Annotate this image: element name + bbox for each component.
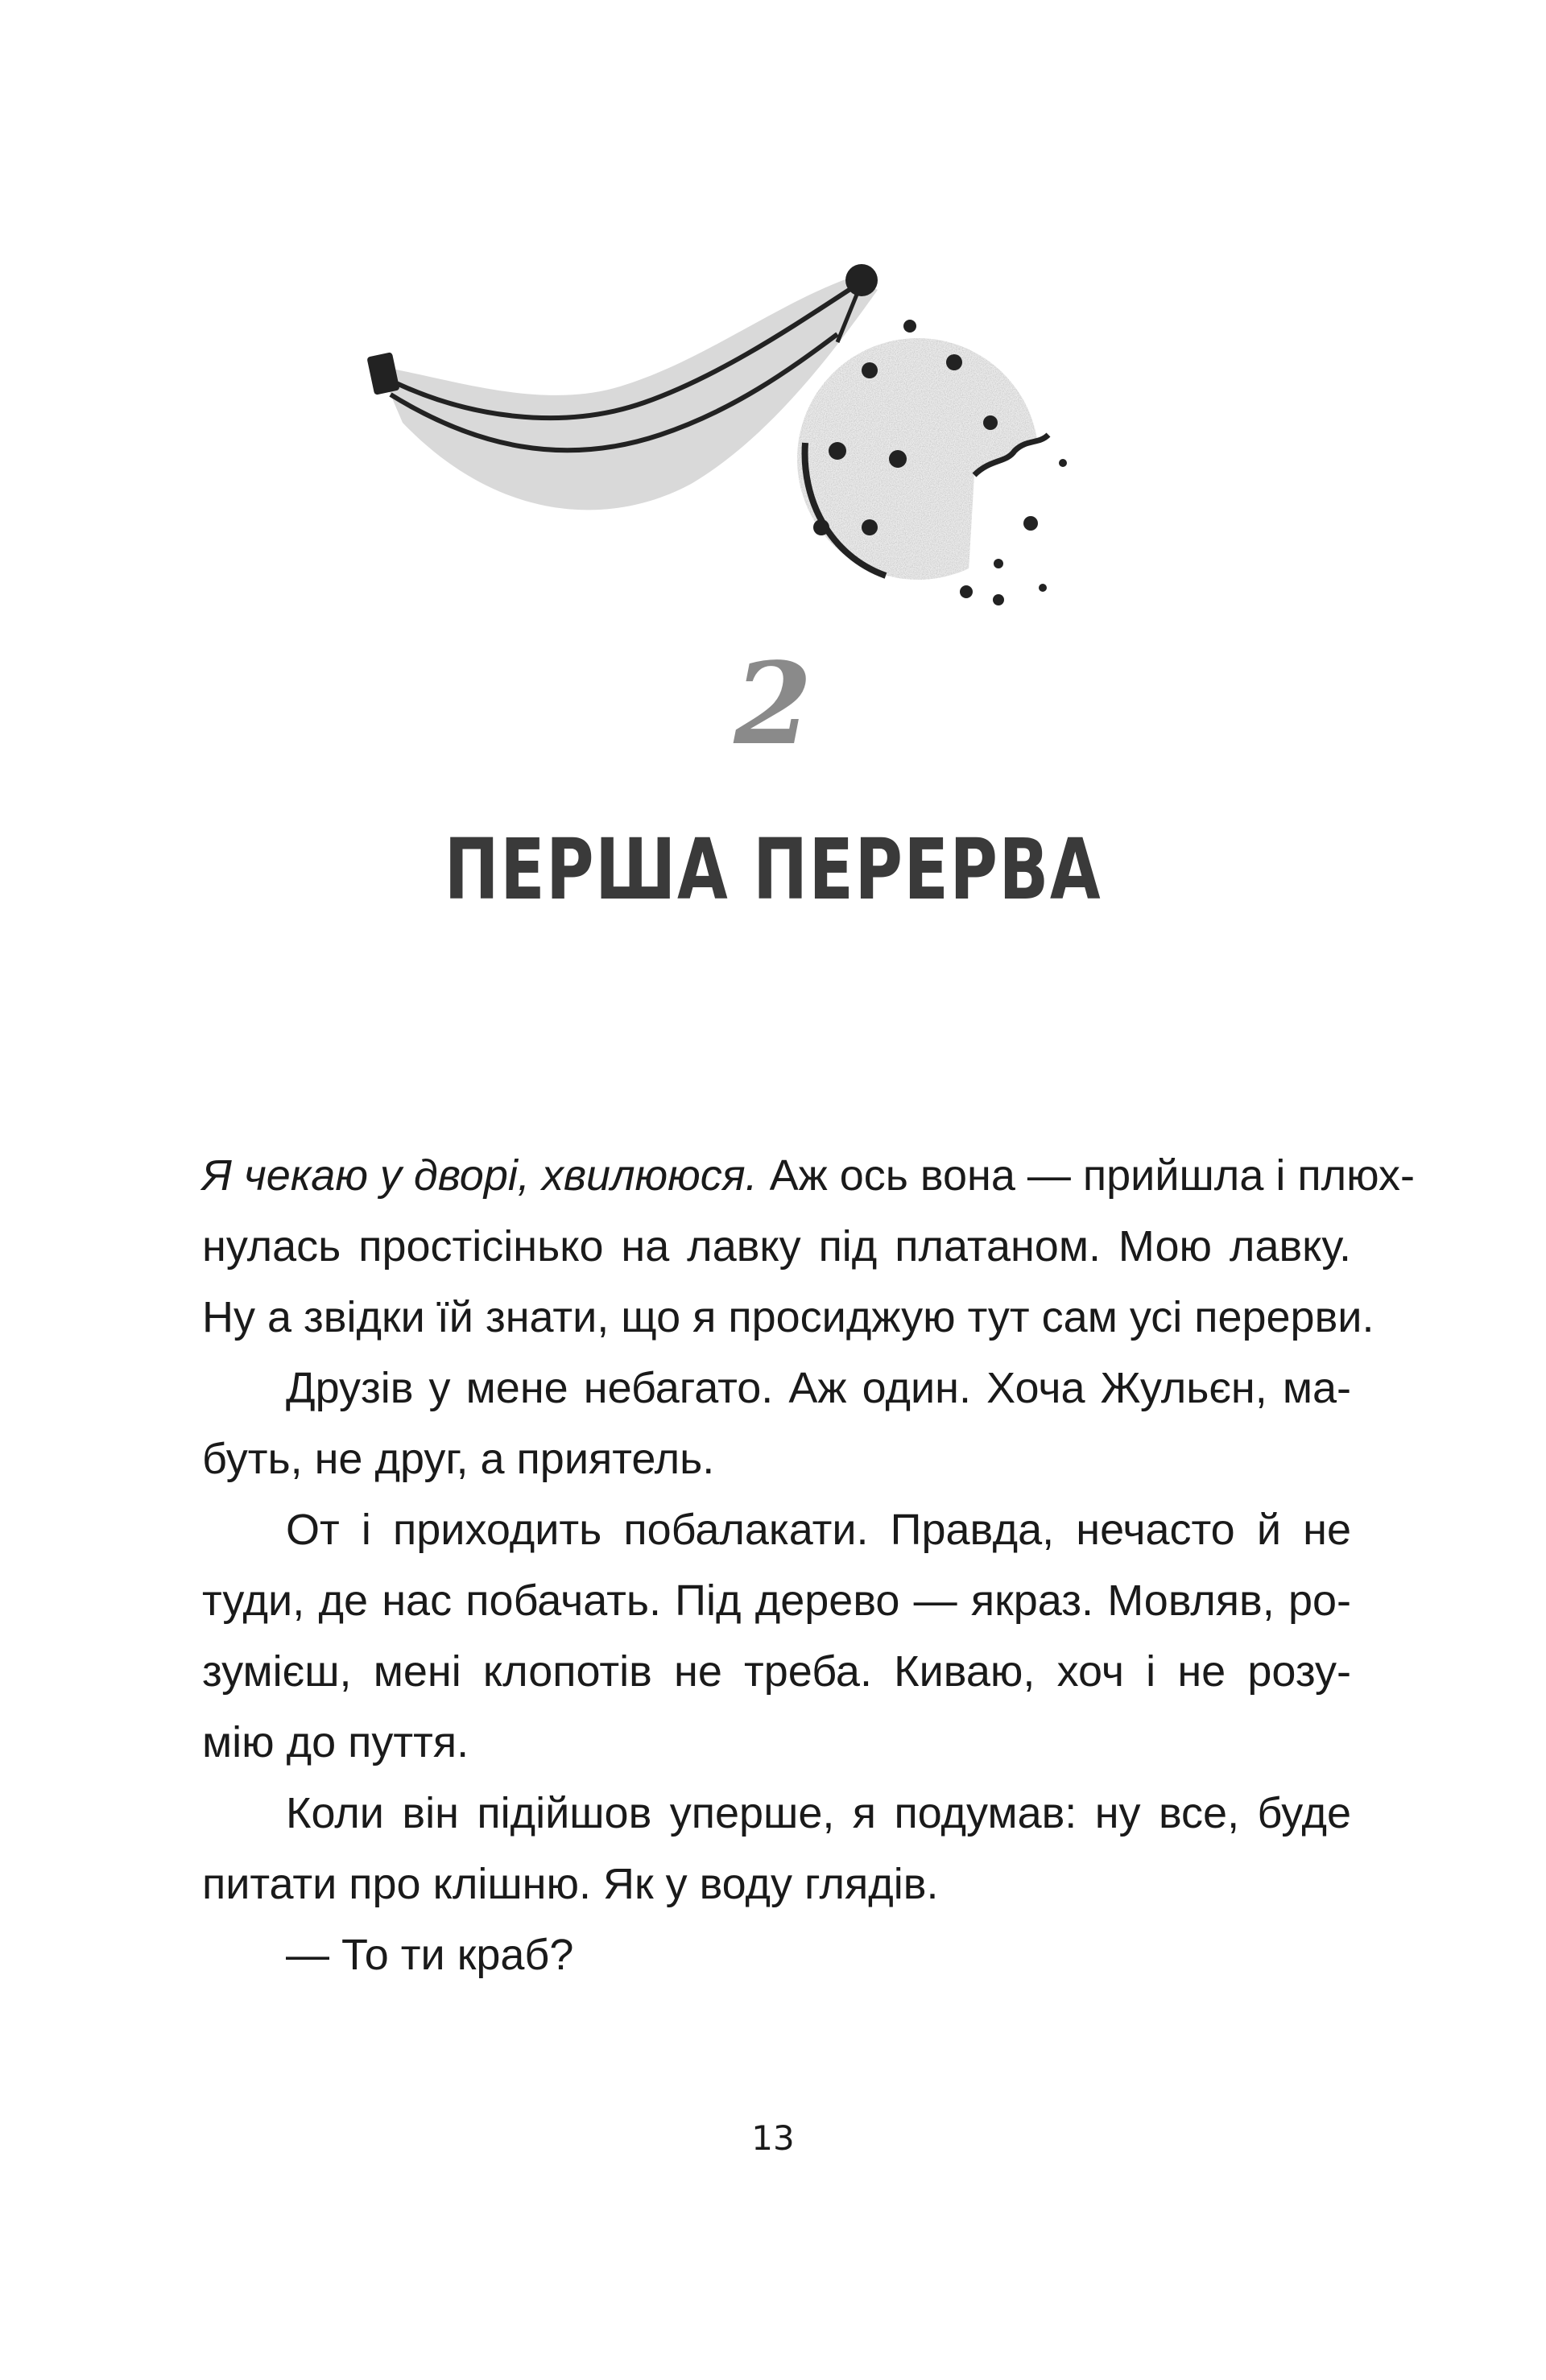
body-line-text: Аж ось вона — прийшла і плюх- (757, 1151, 1415, 1200)
body-line: От і приходить побалакати. Правда, нечасто й не (286, 1506, 1351, 1554)
chapter-illustration (354, 258, 1079, 612)
chapter-number: 2 (734, 638, 812, 771)
dialogue-line: — То ти краб? (286, 1931, 574, 1979)
body-line: нулась простісінько на лавку під платаном. Мою лавку. (202, 1222, 1351, 1271)
body-line: зумієш, мені клопотів не треба. Киваю, хоч і не розу- (202, 1647, 1351, 1696)
chapter-title: ПЕРША ПЕРЕРВА (444, 820, 1102, 919)
body-line: мію до пуття. (202, 1718, 469, 1766)
body-line-italic-lead: Я чекаю у дворі, хвилююся. (202, 1151, 758, 1200)
body-line: Коли він підійшов уперше, я подумав: ну все, буде (286, 1789, 1351, 1837)
body-line: буть, не друг, а приятель. (202, 1435, 715, 1483)
chapter-body (202, 1140, 1415, 1990)
body-line: туди, де нас побачать. Під дерево — якраз. Мовляв, ро- (202, 1576, 1351, 1625)
page-number: 13 (751, 2118, 795, 2158)
body-line: Друзів у мене небагато. Аж один. Хоча Жульєн, ма- (286, 1364, 1351, 1412)
body-line: питати про клішню. Як у воду глядів. (202, 1860, 939, 1908)
body-line (202, 1140, 1415, 1211)
banana-cookie-icon (354, 258, 1079, 612)
body-line: Ну а звідки їй знати, що я просиджую тут сам усі перерви. (202, 1293, 1374, 1341)
